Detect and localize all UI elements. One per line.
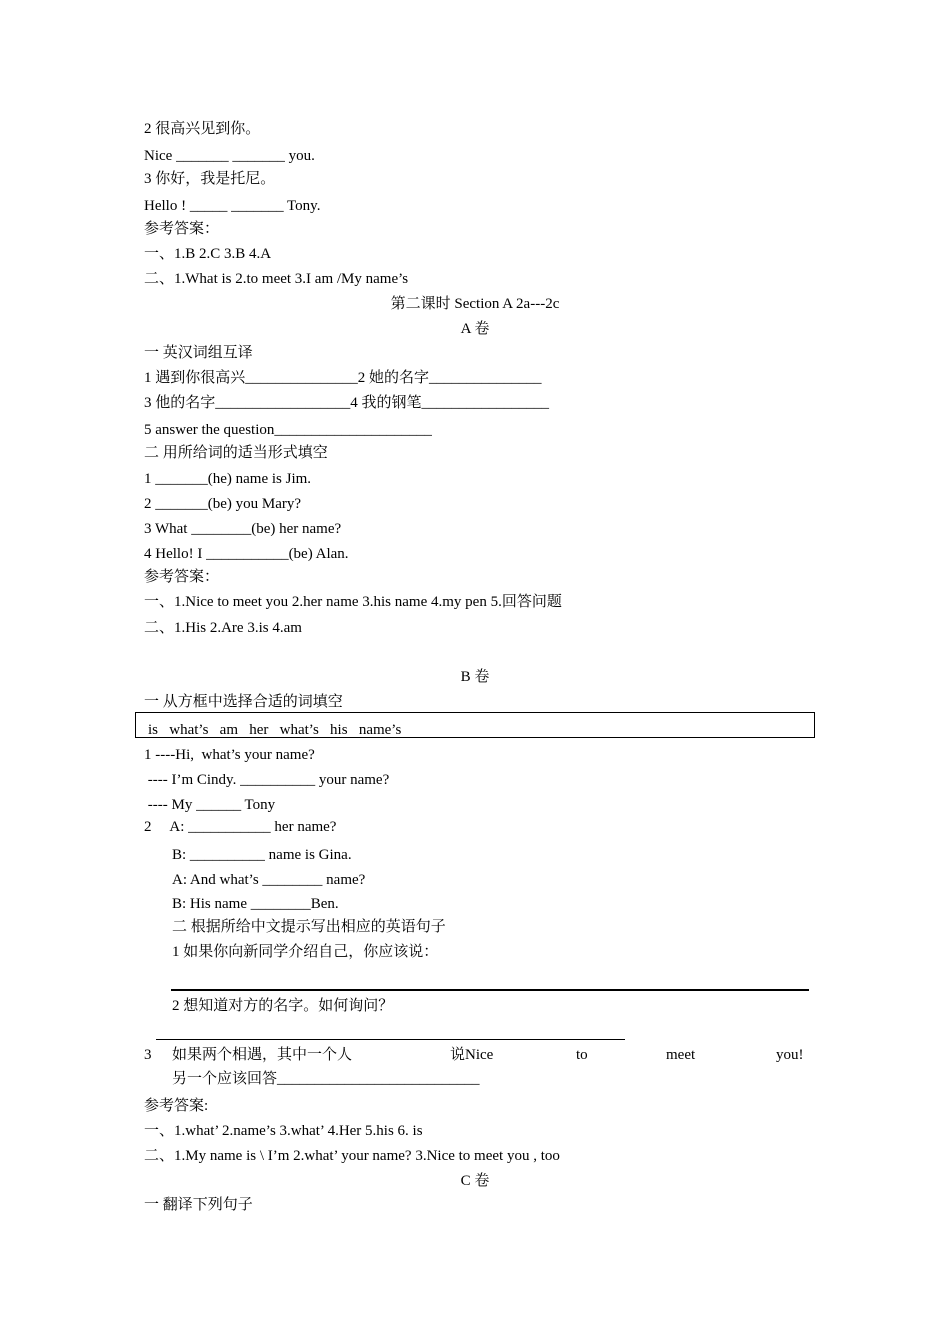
- line-30: A: And what’s ________ name?: [172, 872, 366, 888]
- q3-number: 3: [144, 1047, 152, 1063]
- line-31: B: His name ________Ben.: [172, 896, 339, 912]
- line-6: 一、1.B 2.C 3.B 4.A: [144, 246, 272, 262]
- line-10: 一 英汉词组互译: [144, 345, 253, 361]
- line-41: 另一个应该回答___________________________: [172, 1071, 480, 1087]
- line-46: 一 翻译下列句子: [144, 1197, 253, 1213]
- answer-line-thick: [171, 989, 809, 991]
- q3-to: to: [576, 1047, 588, 1063]
- line-21: 二、1.His 2.Are 3.is 4.am: [144, 620, 302, 636]
- line-16: 2 _______(be) you Mary?: [144, 496, 302, 512]
- line-19: 参考答案：: [144, 569, 220, 585]
- section-b-title: B 卷: [460, 669, 490, 685]
- line-23: 一 从方框中选择合适的词填空: [144, 694, 343, 710]
- line-13: 5 answer the question_____________________: [144, 422, 432, 438]
- line-43: 一、1.what’ 2.name’s 3.what’ 4.Her 5.his 6. is: [144, 1123, 423, 1139]
- answer-line-thin: [156, 1039, 625, 1040]
- q3-you: you!: [776, 1047, 804, 1063]
- line-4: Hello ! _____ _______ Tony.: [144, 198, 321, 214]
- line-29: B: __________ name is Gina.: [172, 847, 352, 863]
- question-3-line: [144, 1046, 806, 1064]
- line-34: 2 想知道对方的名字。如何询问？: [172, 998, 394, 1014]
- line-28: 2 A: ___________ her name?: [144, 819, 337, 835]
- line-33: 1 如果你向新同学介绍自己，你应该说：: [172, 944, 439, 960]
- line-27: ---- My ______ Tony: [144, 797, 276, 813]
- line-42: 参考答案:: [144, 1098, 209, 1114]
- section-a-title: A 卷: [460, 321, 490, 337]
- line-20: 一、1.Nice to meet you 2.her name 3.his name 4.my pen 5.回答问题: [144, 594, 562, 610]
- line-25: 1 ----Hi, what’s your name?: [144, 747, 315, 763]
- q3-nice: 说Nice: [450, 1047, 494, 1063]
- line-26: ---- I’m Cindy. __________ your name?: [144, 772, 390, 788]
- line-32: 二 根据所给中文提示写出相应的英语句子: [172, 919, 446, 935]
- word-bank: is what’s am her what’s his name’s: [148, 722, 402, 738]
- q3-meet: meet: [666, 1047, 696, 1063]
- q3-text: 如果两个相遇，其中一个人: [172, 1047, 353, 1063]
- section-c-title: C 卷: [460, 1173, 490, 1189]
- line-2: Nice _______ _______ you.: [144, 148, 315, 164]
- line-44: 二、1.My name is \ I’m 2.what’ your name? 3.Nice to meet you , too: [144, 1148, 560, 1164]
- line-5: 参考答案：: [144, 221, 220, 237]
- line-14: 二 用所给词的适当形式填空: [144, 445, 328, 461]
- line-7: 二、1.What is 2.to meet 3.I am /My name’s: [144, 271, 409, 287]
- line-15: 1 _______(he) name is Jim.: [144, 471, 312, 487]
- line-17: 3 What ________(be) her name?: [144, 521, 342, 537]
- lesson-title: 第二课时 Section A 2a---2c: [390, 296, 560, 312]
- line-3: 3 你好，我是托尼。: [144, 171, 276, 187]
- line-18: 4 Hello! I ___________(be) Alan.: [144, 546, 349, 562]
- line-12: 3 他的名字__________________4 我的钢笔_________________: [144, 395, 550, 411]
- line-11: 1 遇到你很高兴_______________2 她的名字_______________: [144, 370, 542, 386]
- line-1: 2 很高兴见到你。: [144, 121, 261, 137]
- word-bank-box: [135, 712, 815, 738]
